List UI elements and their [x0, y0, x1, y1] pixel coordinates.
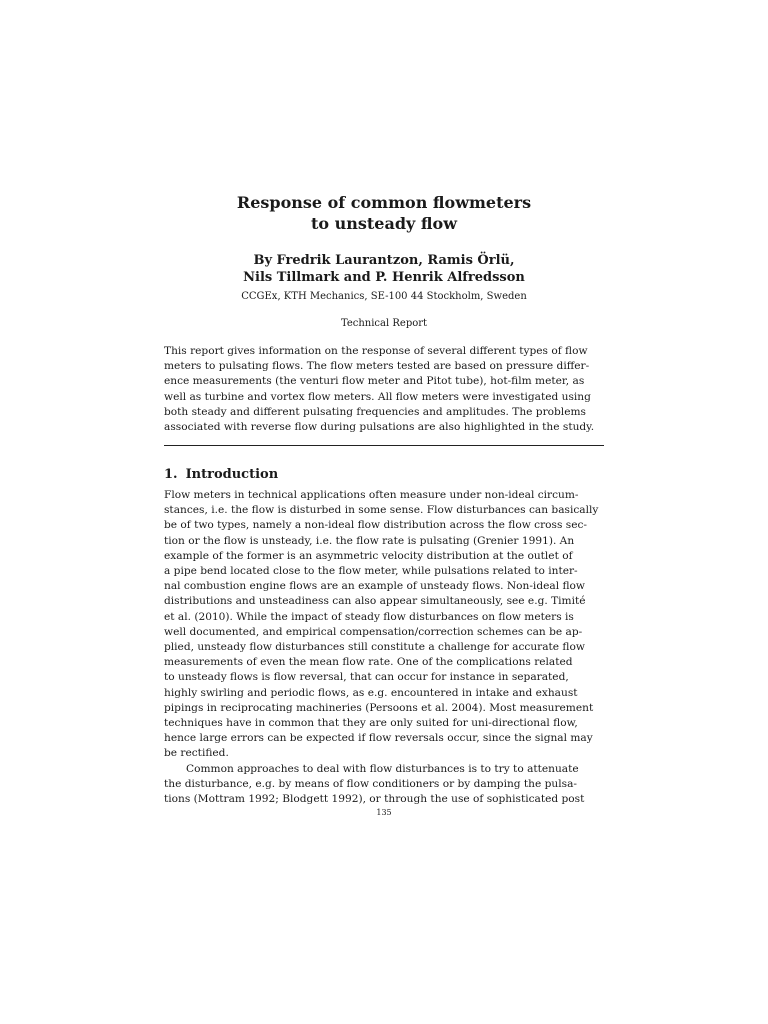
body-line: Common approaches to deal with flow disturbances is to try to attenuate	[186, 762, 579, 775]
section-number: 1.	[164, 467, 178, 482]
body-line: et al. (2010). While the impact of steady flow disturbances on flow meters is	[164, 610, 574, 623]
body-line: tion or the flow is unsteady, i.e. the flow rate is pulsating (Grenier 1991). An	[164, 534, 575, 547]
abstract-line: meters to pulsating flows. The flow meters tested are based on pressure differ-	[164, 360, 590, 373]
body-line: pipings in reciprocating machineries (Persoons et al. 2004). Most measurement	[164, 701, 594, 714]
body-line: the disturbance, e.g. by means of flow conditioners or by damping the pulsa-	[164, 777, 577, 790]
body-line: a pipe bend located close to the flow meter, while pulsations related to inter-	[164, 565, 578, 578]
horizontal-divider	[164, 445, 604, 446]
body-line: plied, unsteady flow disturbances still constitute a challenge for accurate flow	[164, 641, 585, 654]
abstract-line: associated with reverse flow during pulsations are also highlighted in the study.	[164, 421, 595, 434]
abstract-line: ence measurements (the venturi flow meter and Pitot tube), hot-film meter, as	[164, 375, 585, 388]
introduction-body	[164, 488, 604, 807]
title-line: to unsteady flow	[311, 214, 457, 233]
author-line: By Fredrik Laurantzon, Ramis Örlü,	[253, 253, 515, 268]
abstract	[164, 344, 604, 435]
body-line: Flow meters in technical applications often measure under non-ideal circum-	[164, 489, 579, 501]
affiliation: CCGEx, KTH Mechanics, SE-100 44 Stockholm, Sweden	[241, 291, 527, 302]
abstract-line: well as turbine and vortex flow meters. All flow meters were investigated using	[164, 390, 591, 403]
body-line: be rectified.	[164, 747, 229, 760]
body-line: be of two types, namely a non-ideal flow distribution across the flow cross sec-	[164, 519, 587, 532]
page-number: 135	[376, 808, 392, 817]
abstract-line: This report gives information on the response of several different types of flow	[164, 345, 588, 357]
author-line: Nils Tillmark and P. Henrik Alfredsson	[243, 270, 525, 285]
body-line: hence large errors can be expected if flow reversals occur, since the signal may	[164, 732, 593, 745]
section-title: Introduction	[185, 467, 279, 482]
body-line: to unsteady flows is flow reversal, that can occur for instance in separated,	[164, 671, 569, 684]
paper-title	[164, 192, 604, 234]
report-type: Technical Report	[340, 318, 428, 329]
section-heading	[164, 466, 278, 484]
author-list	[164, 252, 604, 286]
body-line: nal combustion engine flows are an example of unsteady flows. Non-ideal flow	[164, 580, 585, 593]
body-line: techniques have in common that they are only suited for uni-directional flow,	[164, 717, 578, 730]
body-line: distributions and unsteadiness can also appear simultaneously, see e.g. Timité	[164, 595, 586, 608]
body-line: stances, i.e. the flow is disturbed in some sense. Flow disturbances can basically	[164, 504, 599, 517]
body-line: well documented, and empirical compensation/correction schemes can be ap-	[164, 625, 583, 638]
body-line: tions (Mottram 1992; Blodgett 1992), or through the use of sophisticated post	[164, 793, 585, 806]
body-line: highly swirling and periodic flows, as e.g. encountered in intake and exhaust	[164, 686, 578, 699]
body-line: measurements of even the mean flow rate. One of the complications related	[164, 656, 573, 669]
abstract-line: both steady and different pulsating frequencies and amplitudes. The problems	[164, 405, 586, 418]
body-line: example of the former is an asymmetric velocity distribution at the outlet of	[164, 549, 573, 562]
title-line: Response of common flowmeters	[236, 193, 532, 212]
